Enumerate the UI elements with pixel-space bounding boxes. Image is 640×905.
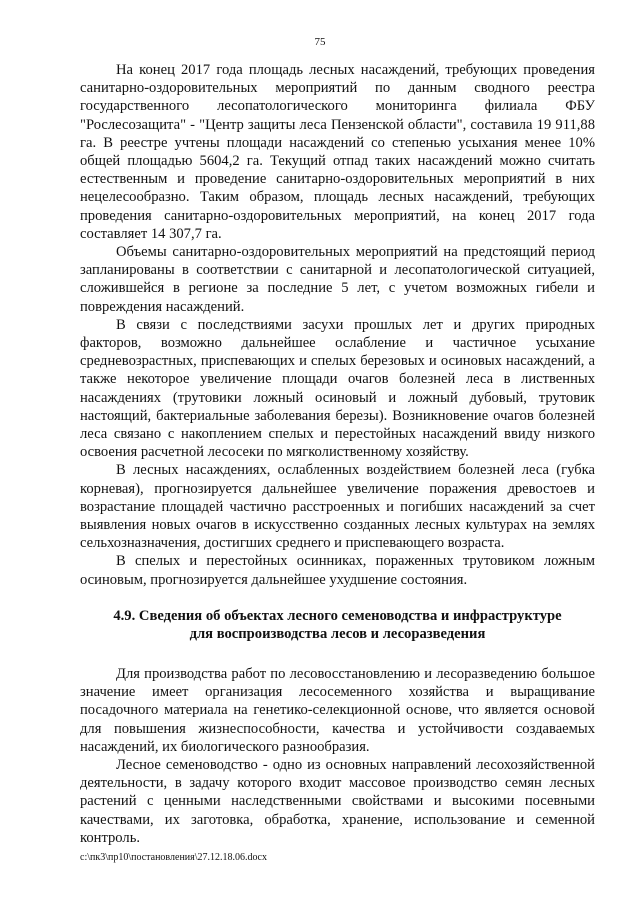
paragraph: Лесное семеноводство - одно из основных направлений лесохозяйственной деятельности, в задачу которого входит массовое производство семян лесных растений с ценными наследственными свойствами и высокими посевными качествами, их заготовка, обработка, хранение, использование и семенной контроль. [80, 756, 595, 846]
paragraph: На конец 2017 года площадь лесных насаждений, требующих проведения санитарно-оздоровительных мероприятий по данным сводного реестра государственного лесопатологического мониторинга филиала ФБУ "Рослесозащита" - "Центр защиты леса Пензенской области", составила 19 911,88 га. В реестре учтены площади насаждений со степенью усыхания менее 10% общей площадью 5604,2 га. Текущий отпад таких насаждений можно считать естественным и проведение санитарно-оздоровительных мероприятий в них нецелесообразно. Таким образом, площадь лесных насаждений, требующих проведения санитарно-оздоровительных мероприятий, на конец 2017 года составляет 14 307,7 га. [80, 62, 595, 242]
document-body [80, 61, 595, 847]
section-heading-line: 4.9. Сведения об объектах лесного семеноводства и инфраструктуре [113, 607, 562, 624]
file-path-footer: c:\пк3\пр10\постановления\27.12.18.06.docx [80, 852, 267, 863]
paragraph: В спелых и перестойных осинниках, пораженных трутовиком ложным осиновым, прогнозируется дальнейшее ухудшение состояния. [80, 553, 595, 588]
section-heading-line: для воспроизводства лесов и лесоразведения [189, 626, 486, 643]
paragraph: В связи с последствиями засухи прошлых лет и других природных факторов, возможно дальнейшее ослабление и частичное усыхание средневозрастных, приспевающих и спелых березовых и осиновых насаждений, а также некоторое увеличение площади очагов болезней леса в лиственных насаждениях (трутовики ложный осиновый и ложный дубовый, трутовик настоящий, бактериальные заболевания березы). Возникновение очагов болезней леса связано с накоплением спелых и перестойных насаждений ввиду низкого освоения расчетной лесосеки по мягколиственному хозяйству. [80, 316, 595, 461]
page-number: 75 [314, 36, 326, 48]
section-heading [80, 607, 595, 644]
paragraph: Для производства работ по лесовосстановлению и лесоразведению большое значение имеет организация лесосеменного хозяйства и выращивание посадочного материала на генетико-селекционной основе, что является основой для повышения жизнеспособности, качества и устойчивости создаваемых насаждений, их биологического разнообразия. [80, 665, 595, 755]
paragraph: Объемы санитарно-оздоровительных мероприятий на предстоящий период запланированы в соответствии с санитарной и лесопатологической ситуацией, сложившейся в регионе за последние 5 лет, с учетом возможных гибели и повреждения насаждений. [80, 244, 595, 315]
paragraph: В лесных насаждениях, ослабленных воздействием болезней леса (губка корневая), прогнозируется дальнейшее увеличение поражения древостоев и возрастание площадей частично расстроенных и погибших насаждений за счет выявления новых очагов в искусственно созданных лесных культурах на землях сельхозназначения, достигших среднего и приспевающего возраста. [80, 462, 595, 552]
